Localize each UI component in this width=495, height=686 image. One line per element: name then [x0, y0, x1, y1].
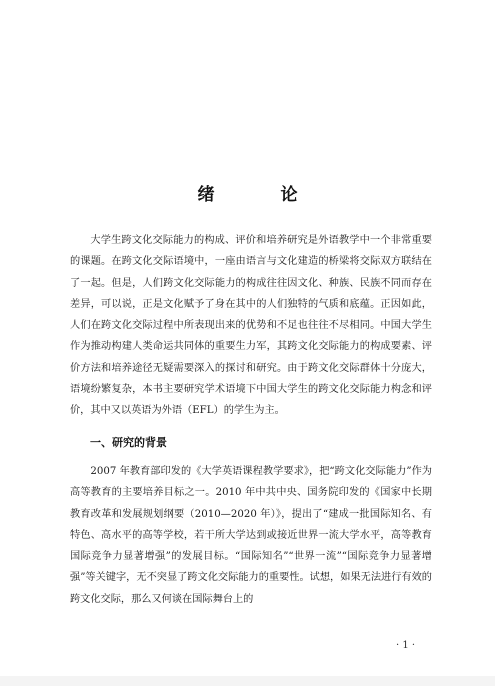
section-heading: 一、研究的背景: [90, 436, 167, 449]
page-bottom-edge: [0, 676, 495, 686]
chapter-title: 绪 论: [197, 185, 328, 205]
background-paragraph: 2007 年教育部印发的《大学英语课程教学要求》，把“跨文化交际能力”作为高等教育的主要培养目标之一。2010 年中共中央、国务院印发的《国家中长期教育改革和发展规划纲要（2010—2020 年）》，提出了“建成一批国际知名、有特色、高水平的高等学校，若干所大学达到或接近世界一流大学水平，高等教育国际竞争力显著增强”的发展目标。“国际知名”“世界一流”“国际竞争力显著增强”等关键字，无不突显了跨文化交际能力的重要性。试想，如果无法进行有效的跨文化交际，那么又何谈在国际舞台上的: [70, 466, 432, 605]
intro-paragraph: 大学生跨文化交际能力的构成、评价和培养研究是外语教学中一个非常重要的课题。在跨文化交际语境中，一座由语言与文化建造的桥梁将交际双方联结在了一起。但是，人们跨文化交际能力的构成往往因文化、种族、民族不同而存在差异，可以说，正是文化赋予了身在其中的人们独特的气质和底蕴。正因如此，人们在跨文化交际过程中所表现出来的优势和不足也往往不尽相同。中国大学生作为推动构建人类命运共同体的重要生力军，其跨文化交际能力的构成要素、评价方法和培养途径无疑需要深入的探讨和研究。由于跨文化交际群体十分庞大，语境纷繁复杂，本书主要研究学术语境下中国大学生的跨文化交际能力构念和评价，其中又以英语为外语（EFL）的学生为主。: [70, 235, 432, 417]
page-number: · 1 ·: [396, 640, 416, 651]
